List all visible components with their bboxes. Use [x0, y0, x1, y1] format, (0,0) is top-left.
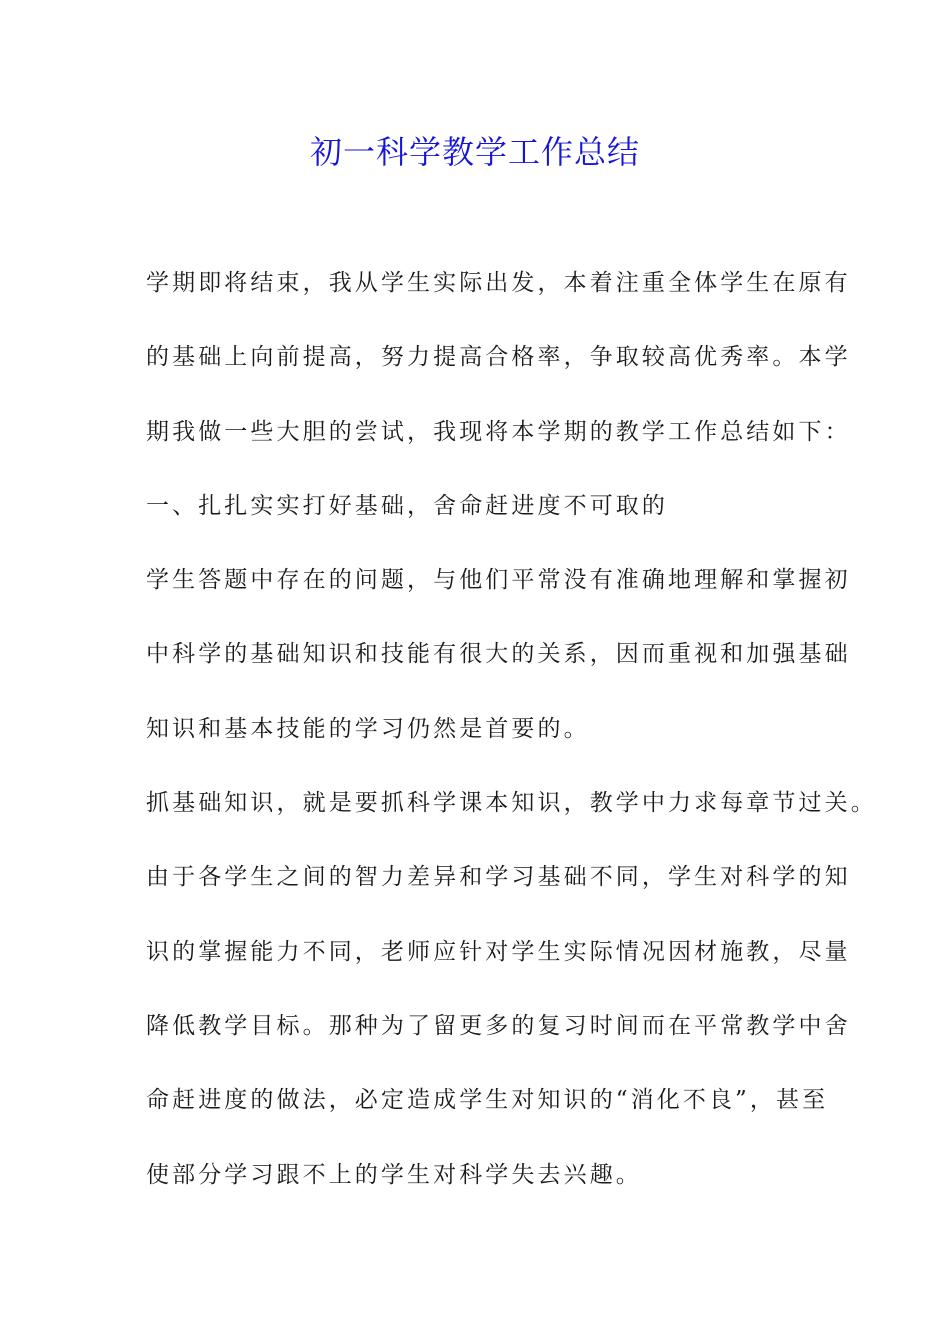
body-line-10: 识的掌握能力不同，老师应针对学生实际情况因材施教，尽量 — [146, 938, 851, 965]
body-line-5: 学生答题中存在的问题，与他们平常没有准确地理解和掌握初 — [146, 567, 851, 594]
body-line-12: 命赶进度的做法，必定造成学生对知识的“消化不良”，甚至 — [146, 1087, 829, 1114]
body-line-11: 降低教学目标。那种为了留更多的复习时间而在平常教学中舍 — [146, 1012, 851, 1039]
document-title: 初一科学教学工作总结 — [309, 133, 640, 171]
body-line-6: 中科学的基础知识和技能有很大的关系，因而重视和加强基础 — [146, 641, 851, 668]
document-body — [146, 262, 877, 1228]
section-heading-1: 一、扎扎实实打好基础，舍命赶进度不可取的 — [146, 492, 668, 519]
body-line-2: 的基础上向前提高，努力提高合格率，争取较高优秀率。本学 — [146, 344, 851, 371]
body-line-13: 使部分学习跟不上的学生对科学失去兴趣。 — [146, 1161, 642, 1188]
body-line-7: 知识和基本技能的学习仍然是首要的。 — [146, 715, 590, 742]
body-line-8: 抓基础知识，就是要抓科学课本知识，教学中力求每章节过关。 — [146, 790, 877, 817]
body-line-1: 学期即将结束，我从学生实际出发，本着注重全体学生在原有 — [146, 270, 851, 296]
body-line-9: 由于各学生之间的智力差异和学习基础不同，学生对科学的知 — [146, 864, 851, 891]
body-line-3: 期我做一些大胆的尝试，我现将本学期的教学工作总结如下： — [146, 418, 851, 445]
